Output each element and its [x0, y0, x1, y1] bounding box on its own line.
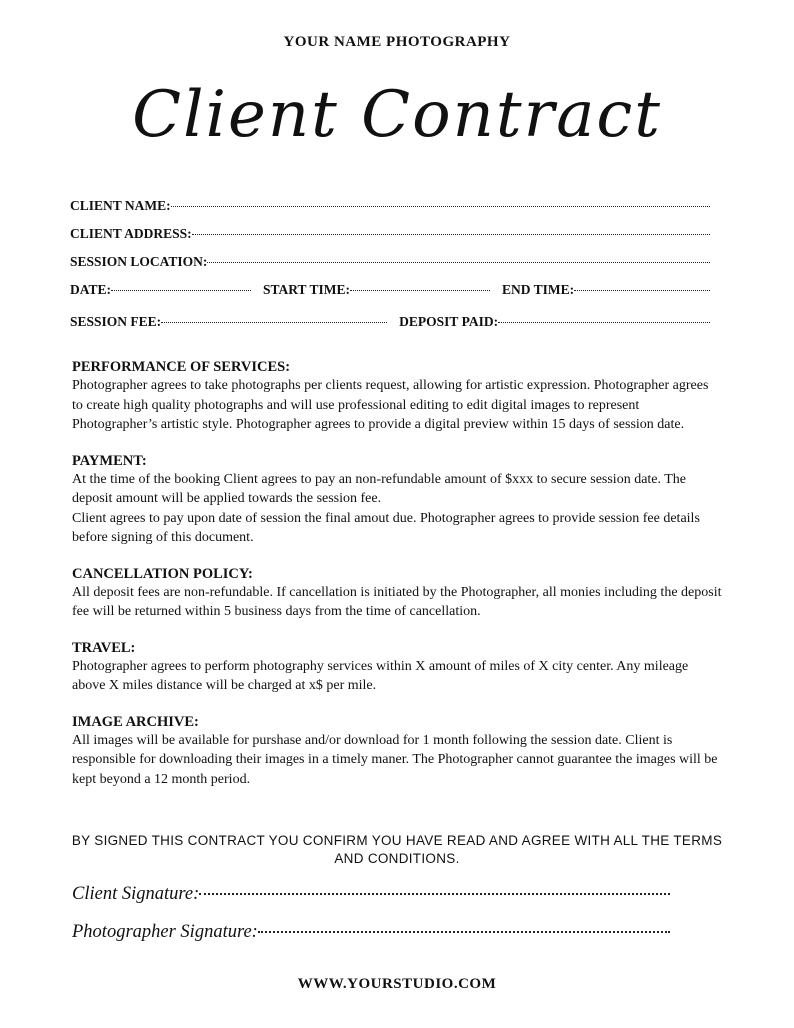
section-performance — [72, 358, 722, 435]
section-heading: IMAGE ARCHIVE: — [72, 713, 199, 730]
section-text: Photographer agrees to take photographs per clients request, allowing for artistic expression. Photographer agrees to create high quality photographs and will use professional editing to edit digital images to represent Photographer’s artistic style. Photographer agrees to provide a digital preview within 15 days of session date. — [72, 378, 709, 432]
fee-row — [70, 314, 712, 342]
start-time-label: START TIME: — [263, 282, 350, 297]
date-label: DATE: — [70, 282, 112, 297]
session-fee-line[interactable] — [161, 321, 387, 323]
contract-sections — [72, 358, 722, 806]
section-heading: TRAVEL: — [72, 639, 136, 656]
section-text: All images will be available for purshase and/or download for 1 month following the session date. Client is responsible for downloading their images in a timely maner. The Photographer cannot guarantee the images will be kept beyond a 12 month period. — [72, 732, 718, 787]
section-heading: PERFORMANCE OF SERVICES: — [72, 359, 291, 375]
photographer-signature-line[interactable] — [258, 930, 670, 933]
client-address-label: CLIENT ADDRESS: — [70, 226, 192, 241]
studio-website: WWW.YOURSTUDIO.COM — [297, 976, 497, 992]
section-heading: CANCELLATION POLICY: — [72, 565, 253, 582]
section-image-archive — [72, 713, 722, 790]
client-signature-row — [72, 884, 672, 905]
client-info-fields — [70, 198, 712, 342]
session-fee-label: SESSION FEE: — [70, 314, 162, 329]
client-name-label: CLIENT NAME: — [70, 198, 171, 213]
photographer-signature-label: Photographer Signature: — [72, 922, 258, 942]
session-location-line[interactable] — [207, 261, 710, 263]
section-travel — [72, 639, 722, 696]
end-time-label: END TIME: — [501, 282, 575, 297]
client-signature-label: Client Signature: — [72, 884, 200, 904]
client-signature-line[interactable] — [199, 892, 670, 895]
section-payment — [72, 452, 722, 548]
section-text: Photographer agrees to perform photography services within X amount of miles of X city center. Any mileage above X miles distance will be charged at x$ per mile. — [72, 658, 689, 693]
start-time-line[interactable] — [350, 289, 490, 291]
client-address-line[interactable] — [192, 233, 710, 235]
deposit-paid-line[interactable] — [498, 321, 710, 323]
end-time-line[interactable] — [574, 289, 710, 291]
section-text: At the time of the booking Client agrees to pay an non-refundable amount of $xxx to secure session date. The deposit amount will be applied towards the session fee. — [72, 471, 687, 506]
client-address-row — [70, 226, 712, 254]
session-location-row — [70, 254, 712, 282]
section-heading: PAYMENT: — [72, 452, 147, 469]
session-location-label: SESSION LOCATION: — [70, 254, 208, 269]
studio-name: YOUR NAME PHOTOGRAPHY — [283, 34, 511, 50]
photographer-signature-row — [72, 922, 672, 943]
date-time-row — [70, 282, 712, 310]
page-title: Client Contract — [132, 78, 662, 152]
section-text: Client agrees to pay upon date of session the final amout due. Photographer agrees to provide session fee details before signing of this document. — [72, 510, 700, 545]
deposit-paid-label: DEPOSIT PAID: — [399, 314, 499, 329]
client-name-line[interactable] — [171, 205, 710, 207]
section-text: All deposit fees are non-refundable. If cancellation is initiated by the Photographer, all monies including the deposit fee will be returned within 5 business days from the time of cancellation. — [72, 584, 722, 619]
date-line[interactable] — [111, 289, 251, 291]
client-name-row — [70, 198, 712, 226]
section-cancellation — [72, 565, 722, 622]
confirmation-statement: BY SIGNED THIS CONTRACT YOU CONFIRM YOU HAVE READ AND AGREE WITH ALL THE TERMS AND CONDITIONS. — [71, 833, 723, 866]
